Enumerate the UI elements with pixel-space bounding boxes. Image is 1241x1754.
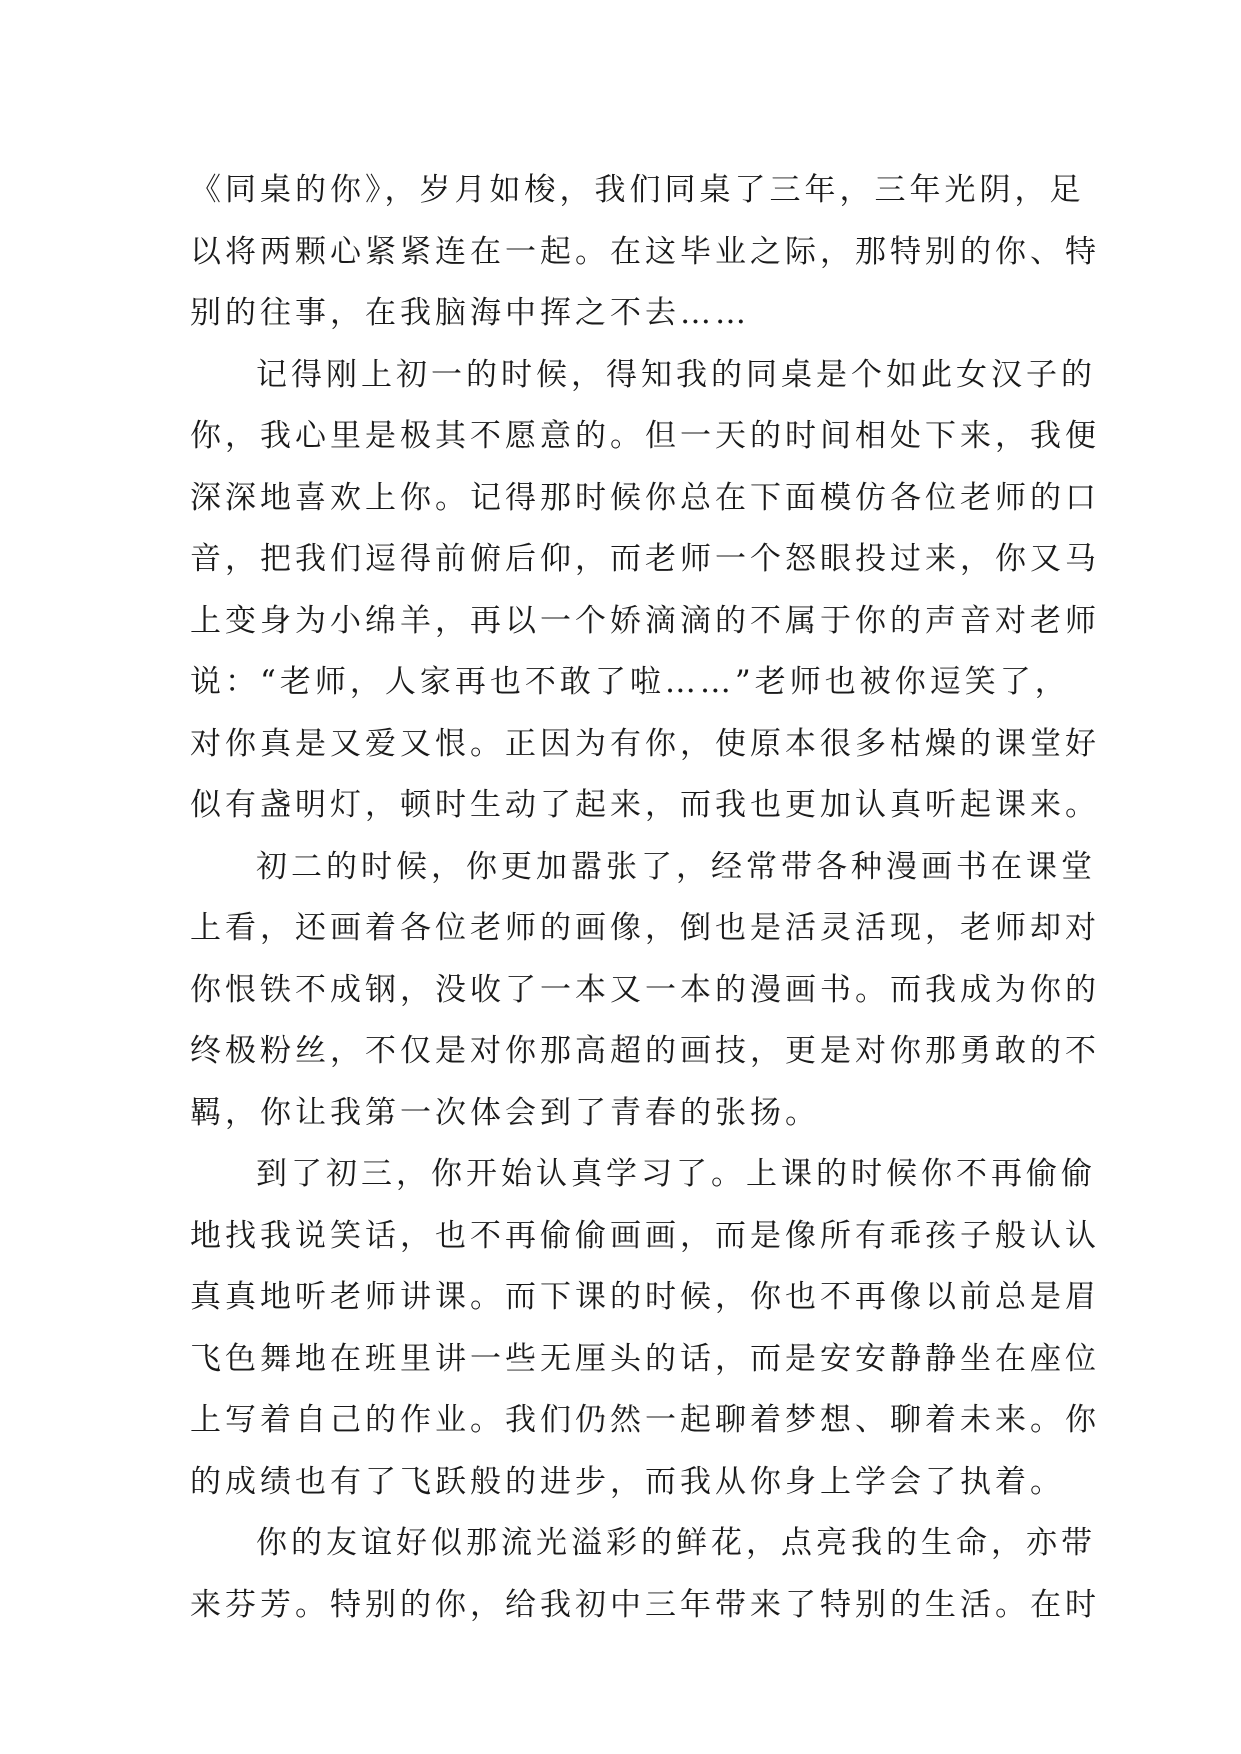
text-line: 上变身为小绵羊，再以一个娇滴滴的不属于你的声音对老师 [190,602,1100,639]
paragraph-start-line: 你的友谊好似那流光溢彩的鲜花，点亮我的生命，亦带 [256,1525,1096,1561]
text-line: 《同桌的你》，岁月如梭，我们同桌了三年，三年光阴，足 [190,172,1085,208]
text-line: 飞色舞地在班里讲一些无厘头的话，而是安安静静坐在座位 [190,1340,1100,1377]
document-body [190,160,1100,1636]
text-line: 似有盏明灯，顿时生动了起来，而我也更加认真听起课来。 [190,787,1100,823]
text-line: 你恨铁不成钢，没收了一本又一本的漫画书。而我成为你的 [190,971,1100,1008]
text-line: 地找我说笑话，也不再偷偷画画，而是像所有乖孩子般认认 [190,1217,1100,1254]
text-line: 以将两颗心紧紧连在一起。在这毕业之际，那特别的你、特 [190,233,1100,270]
text-line: 真真地听老师讲课。而下课的时候，你也不再像以前总是眉 [190,1279,1100,1315]
text-line: 对你真是又爱又恨。正因为有你，使原本很多枯燥的课堂好 [190,725,1100,762]
text-line: 来芬芳。特别的你，给我初中三年带来了特别的生活。在时 [190,1586,1100,1623]
paragraph-start-line: 记得刚上初一的时候，得知我的同桌是个如此女汉子的 [256,356,1096,393]
text-line: 音，把我们逗得前俯后仰，而老师一个怒眼投过来，你又马 [190,541,1100,577]
text-line: 羁，你让我第一次体会到了青春的张扬。 [190,1094,820,1131]
text-line: 的成绩也有了飞跃般的进步，而我从你身上学会了执着。 [190,1463,1065,1500]
paragraph-start-line: 初二的时候，你更加嚣张了，经常带各种漫画书在课堂 [256,848,1096,885]
paragraph-start-line: 到了初三，你开始认真学习了。上课的时候你不再偷偷 [256,1156,1096,1192]
text-line: 别的往事，在我脑海中挥之不去…… [190,295,750,331]
text-line: 说：“老师，人家再也不敢了啦……”老师也被你逗笑了， [190,664,1070,700]
text-line: 深深地喜欢上你。记得那时候你总在下面模仿各位老师的口 [190,479,1100,516]
text-line: 上看，还画着各位老师的画像，倒也是活灵活现，老师却对 [190,910,1100,946]
text-line: 上写着自己的作业。我们仍然一起聊着梦想、聊着未来。你 [190,1402,1100,1438]
text-line: 终极粉丝，不仅是对你那高超的画技，更是对你那勇敢的不 [190,1033,1100,1069]
text-line: 你，我心里是极其不愿意的。但一天的时间相处下来，我便 [190,418,1100,454]
